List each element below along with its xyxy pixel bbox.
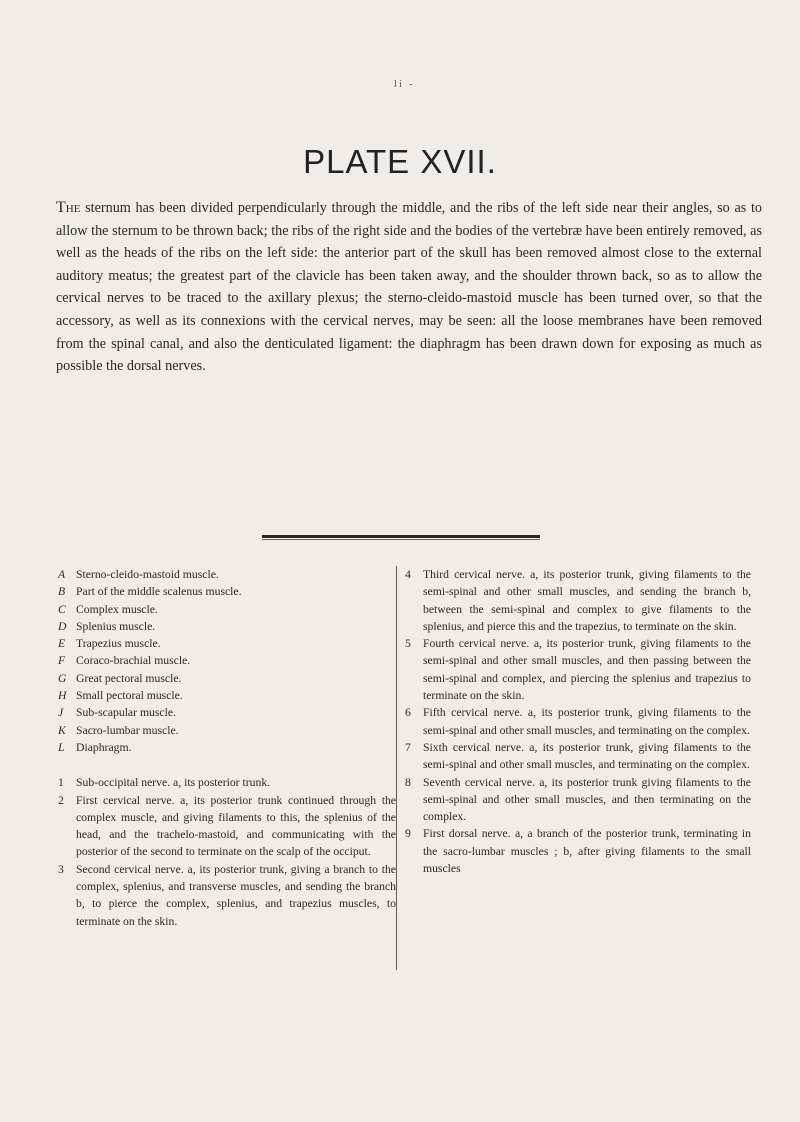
nerve-number: 4 [405, 568, 411, 581]
nerve-entry [58, 774, 396, 791]
legend-label: Complex muscle. [76, 602, 158, 616]
nerve-description: Sixth cervical nerve. a, its posterior trunk, giving filaments to the semi-spinal and other small muscles, and terminating on the complex. [423, 740, 751, 772]
section-rule [262, 535, 540, 538]
nerve-description: Sub-occipital nerve. a, its posterior trunk. [76, 776, 271, 790]
nerve-entry [397, 774, 751, 826]
legend-letter: D [58, 619, 67, 633]
section-rule-thin [262, 539, 540, 540]
legend-row [58, 566, 396, 583]
legend-row [58, 583, 396, 600]
nerve-entry [397, 566, 751, 635]
intro-paragraph [56, 197, 762, 378]
legend-row [58, 670, 396, 687]
nerve-number: 2 [58, 793, 64, 807]
legend-row [58, 704, 396, 721]
legend-label: Splenius muscle. [76, 619, 156, 633]
legend-label: Small pectoral muscle. [76, 689, 183, 703]
legend-letter: H [58, 689, 67, 703]
nerve-description: First dorsal nerve. a, a branch of the posterior trunk, terminating in the sacro-lumbar muscles ; b, after giving filaments to the small muscles [423, 827, 751, 876]
legend-label: Part of the middle scalenus muscle. [76, 585, 242, 599]
legend-right-column [396, 566, 751, 970]
legend-letter: J [58, 706, 64, 720]
intro-body: sternum has been divided perpendicularly through the middle, and the ribs of the left side near their angles, so as to allow the sternum to be thrown back; the ribs of the right side and the bodies of the vertebræ have been entirely removed, as well as the heads of the ribs on the left side: the anterior part of the skull has been removed almost close to the external auditory meatus; the greatest part of the clavicle has been taken away, and the shoulder thrown back, so as to allow the cervical nerves to be traced to the axillary plexus; the sterno-cleido-mastoid muscle has been turned over, so that the accessory, as well as its connexions with the cervical nerves, may be seen: all the loose membranes have been removed from the spinal canal, and also the denticulated ligament: the diaphragm has been drawn down for exposing as much as possible the dorsal nerves. [56, 200, 762, 375]
legend-row [58, 739, 396, 756]
legend-letter: L [58, 740, 65, 754]
nerve-entry [397, 635, 751, 704]
nerve-description: Fourth cervical nerve. a, its posterior trunk, giving filaments to the semi-spinal and other small muscles, and then passing between the semi-spinal and complex, and piercing the splenius and trapezius to terminate on the skin. [423, 637, 751, 703]
legend-label: Sterno-cleido-mastoid muscle. [76, 568, 219, 581]
nerve-number: 7 [405, 740, 411, 754]
legend-row [58, 601, 396, 618]
nerve-description: Second cervical nerve. a, its posterior trunk, giving a branch to the complex, splenius, and transverse muscles, and sending the branch b, to pierce the complex, splenius, and trapezius muscles, to terminate on the skin. [76, 862, 396, 928]
legend-row [58, 722, 396, 739]
legend-left-column [58, 566, 396, 930]
legend-label: Great pectoral muscle. [76, 671, 182, 685]
legend-row [58, 652, 396, 669]
legend-row [58, 618, 396, 635]
legend-letter: F [58, 654, 66, 668]
legend-letter: K [58, 723, 66, 737]
nerve-number: 1 [58, 776, 64, 790]
legend-label: Coraco-brachial muscle. [76, 654, 191, 668]
legend-label: Sub-scapular muscle. [76, 706, 176, 720]
legend-letter: E [58, 637, 66, 651]
nerve-entry [397, 704, 751, 739]
nerve-number: 3 [58, 862, 64, 876]
nerve-entry [58, 861, 396, 930]
plate-title: PLATE XVII. [303, 143, 497, 180]
nerve-number: 9 [405, 827, 411, 841]
nerve-description: First cervical nerve. a, its posterior trunk continued through the complex muscle, and giving filaments to this, the splenius of the head, and the trachelo-mastoid, and communicating with the posterior of the second to terminate on the scalp of the occiput. [76, 793, 396, 859]
nerve-description: Fifth cervical nerve. a, its posterior trunk, giving filaments to the semi-spinal and other small muscles, and terminating on the complex. [423, 706, 751, 737]
nerve-entry [58, 792, 396, 861]
legend-label: Sacro-lumbar muscle. [76, 723, 179, 737]
legend-letter: C [58, 602, 66, 616]
legend-letter: G [58, 671, 67, 685]
legend-label: Diaphragm. [76, 740, 132, 754]
nerve-number: 6 [405, 706, 411, 720]
legend-letter: A [58, 568, 66, 581]
page-top-mark: li - [394, 78, 415, 90]
nerve-description: Third cervical nerve. a, its posterior trunk, giving filaments to the semi-spinal and other small muscles, and sending the branch b, between the semi-spinal and complex to give filaments to the splenius, and pierce this and the trapezius, to terminate on the skin. [423, 568, 751, 633]
nerve-entry [397, 739, 751, 774]
legend-row [58, 635, 396, 652]
legend-label: Trapezius muscle. [76, 637, 161, 651]
nerve-number: 8 [405, 775, 411, 789]
legend-row [58, 687, 396, 704]
legend-letter: B [58, 585, 66, 599]
nerve-entry [397, 825, 751, 877]
nerve-number: 5 [405, 637, 411, 651]
intro-lead-word: The [56, 199, 81, 216]
nerve-description: Seventh cervical nerve. a, its posterior trunk giving filaments to the semi-spinal and other small muscles, and then terminating on the complex. [423, 775, 751, 824]
